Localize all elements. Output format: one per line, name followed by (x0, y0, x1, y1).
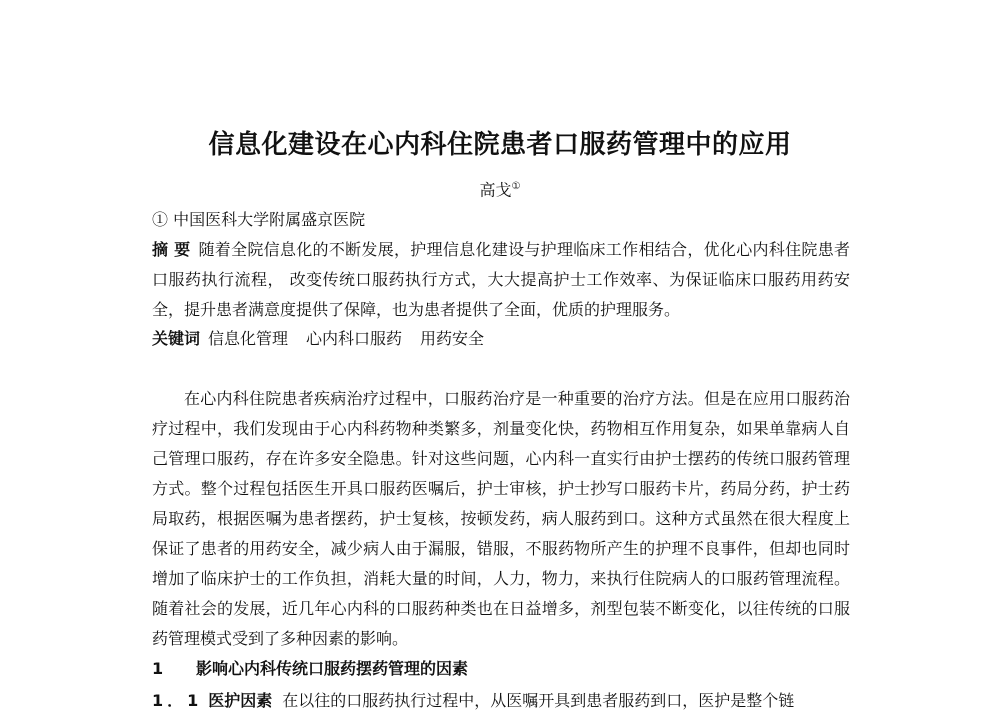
subsection (152, 686, 850, 716)
subsection-number: 1．1 (152, 691, 203, 710)
keywords-label: 关键词 (152, 329, 201, 348)
section-heading (152, 654, 850, 684)
keywords (152, 324, 850, 354)
subsection-text: 在以往的口服药执行过程中，从医嘱开具到患者服药到口，医护是整个链 (282, 691, 795, 710)
subsection-title: 医护因素 (208, 691, 273, 710)
keyword: 心内科口服药 (306, 329, 403, 348)
body-paragraph: 在心内科住院患者疾病治疗过程中，口服药治疗是一种重要的治疗方法。但是在应用口服药治疗过程中，我们发现由于心内科药物种类繁多，剂量变化快，药物相互作用复杂，如果单靠病人自己管理口服药，存在许多安全隐患。针对这些问题，心内科一直实行由护士摆药的传统口服药管理方式。整个过程包括医生开具口服药医嘱后，护士审核，护士抄写口服药卡片，药局分药，护士药局取药，根据医嘱为患者摆药，护士复核，按顿发药，病人服药到口。这种方式虽然在很大程度上保证了患者的用药安全，减少病人由于漏服，错服，不服药物所产生的护理不良事件，但却也同时增加了临床护士的工作负担，消耗大量的时间，人力，物力，来执行住院病人的口服药管理流程。随着社会的发展，近几年心内科的口服药种类也在日益增多，剂型包装不断变化，以往传统的口服药管理模式受到了多种因素的影响。 (152, 389, 850, 648)
author-name: 高戈 (479, 180, 512, 200)
abstract-label: 摘 要 (152, 240, 191, 259)
paper-title: 信息化建设在心内科住院患者口服药管理中的应用 (208, 130, 792, 160)
author-footnote-mark: ① (511, 181, 521, 192)
keyword: 用药安全 (420, 329, 485, 348)
affiliation: ① 中国医科大学附属盛京医院 (152, 210, 366, 229)
keyword: 信息化管理 (208, 329, 289, 348)
abstract-text: 随着全院信息化的不断发展，护理信息化建设与护理临床工作相结合，优化心内科住院患者口服药执行流程， 改变传统口服药执行方式，大大提高护士工作效率、为保证临床口服药用药安全，提升患者满意度提供了保障，也为患者提供了全面，优质的护理服务。 (152, 240, 850, 319)
section-title: 影响心内科传统口服药摆药管理的因素 (196, 659, 469, 678)
author-line (0, 176, 1000, 201)
section-number: 1 (152, 659, 164, 678)
abstract (152, 235, 850, 325)
